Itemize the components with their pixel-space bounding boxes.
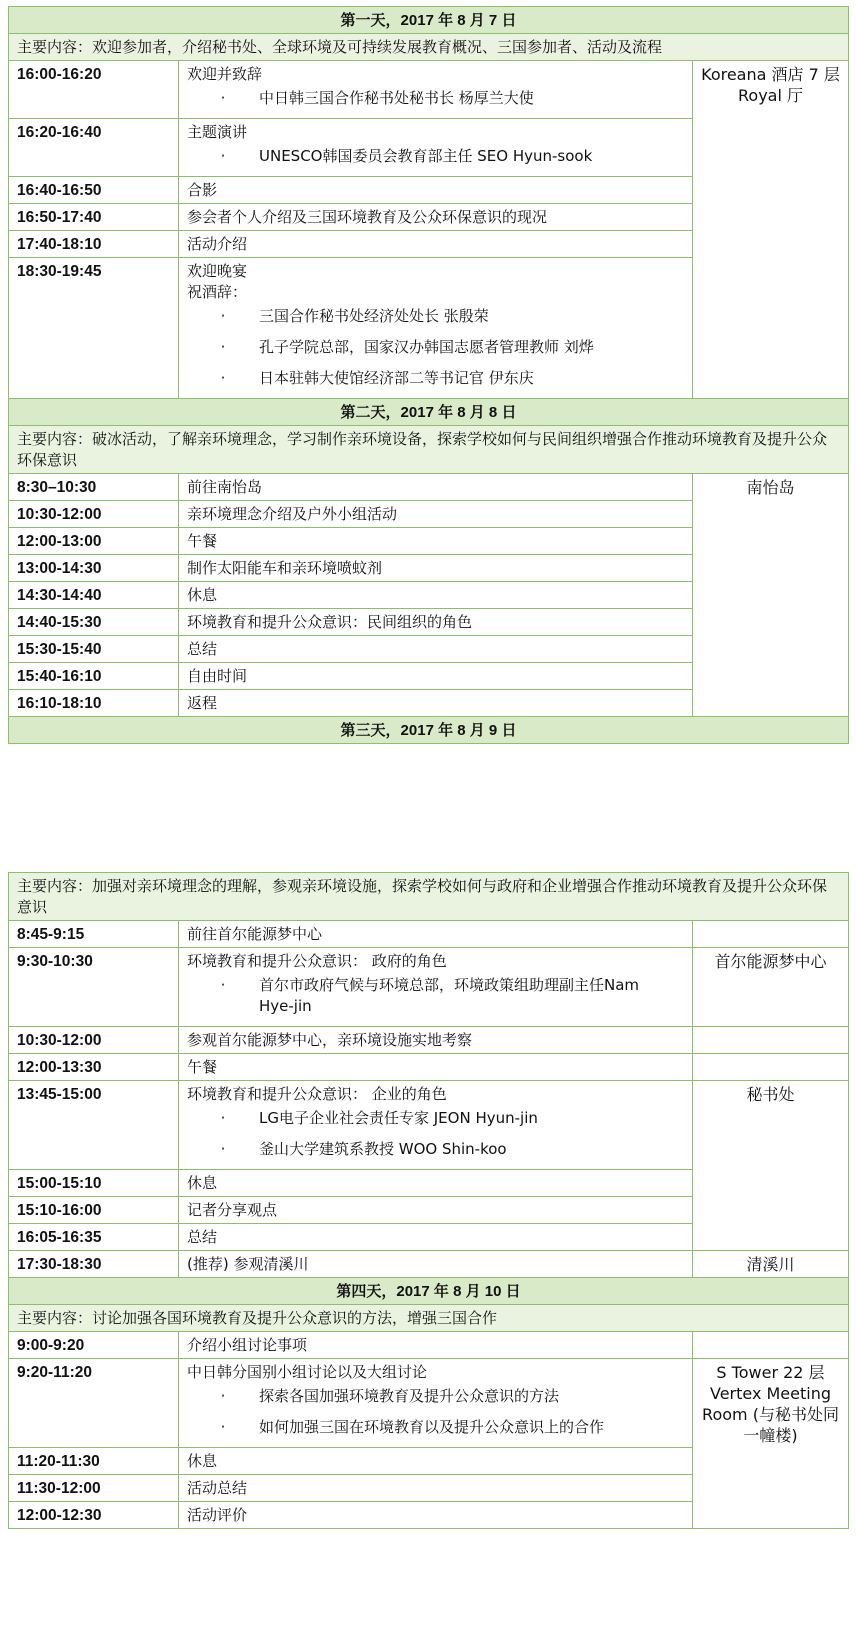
day3-header: 第三天，2017 年 8 月 9 日: [9, 717, 849, 744]
bullet-icon: ·: [220, 307, 226, 325]
bullet-item: · 探索各国加强环境教育及提升公众意识的方法: [187, 1383, 684, 1414]
table-row: [9, 1081, 849, 1170]
time-cell: 18:30-19:45: [9, 258, 179, 399]
activity-subtitle: 祝酒辞：: [187, 283, 248, 301]
bullet-item: · 釜山大学建筑系教授 WOO Shin-koo: [187, 1136, 684, 1167]
day2-summary: 主要内容：破冰活动，了解亲环境理念，学习制作亲环境设备，探索学校如何与民间组织增强合作推动环境教育及提升公众环保意识: [9, 426, 849, 474]
bullet-icon: ·: [220, 338, 226, 356]
time-cell: 16:05-16:35: [9, 1224, 179, 1251]
activity-cell: [179, 1359, 693, 1448]
table-row: [9, 948, 849, 1027]
summary-row: [9, 426, 849, 474]
time-cell: 8:30–10:30: [9, 474, 179, 501]
venue-empty-cell: [693, 1027, 849, 1054]
activity-cell: 参观首尔能源梦中心，亲环境设施实地考察: [179, 1027, 693, 1054]
activity-cell: 环境教育和提升公众意识：民间组织的角色: [179, 609, 693, 636]
venue-empty-cell: [693, 1054, 849, 1081]
activity-cell: 午餐: [179, 1054, 693, 1081]
venue-cell: 南怡岛: [693, 474, 849, 717]
activity-title: 中日韩分国别小组讨论以及大组讨论: [187, 1363, 428, 1381]
table-row: [9, 1359, 849, 1448]
activity-cell: 活动介绍: [179, 231, 693, 258]
activity-cell: 午餐: [179, 528, 693, 555]
venue-cell: S Tower 22 层 Vertex Meeting Room (与秘书处同一幢楼): [693, 1359, 849, 1529]
table-row: [9, 61, 849, 119]
bullet-icon: ·: [220, 147, 226, 165]
activity-cell: 记者分享观点: [179, 1197, 693, 1224]
day-header-row: [9, 717, 849, 744]
bullet-icon: ·: [220, 976, 226, 994]
day1-summary: 主要内容：欢迎参加者，介绍秘书处、全球环境及可持续发展教育概况、三国参加者、活动及流程: [9, 34, 849, 61]
time-cell: 10:30-12:00: [9, 1027, 179, 1054]
table-row: [9, 1027, 849, 1054]
activity-cell: [179, 1081, 693, 1170]
bullet-icon: ·: [220, 1109, 226, 1127]
activity-cell: 返程: [179, 690, 693, 717]
activity-cell: 休息: [179, 1448, 693, 1475]
activity-cell: 前往首尔能源梦中心: [179, 921, 693, 948]
time-cell: 9:20-11:20: [9, 1359, 179, 1448]
activity-title: 欢迎晚宴: [187, 262, 248, 280]
time-cell: 16:10-18:10: [9, 690, 179, 717]
table-row: [9, 921, 849, 948]
time-cell: 15:00-15:10: [9, 1170, 179, 1197]
time-cell: 17:30-18:30: [9, 1251, 179, 1278]
activity-title: 环境教育和提升公众意识： 政府的角色: [187, 952, 447, 970]
table-row: [9, 1251, 849, 1278]
time-cell: 12:00-13:00: [9, 528, 179, 555]
activity-cell: (推荐) 参观清溪川: [179, 1251, 693, 1278]
time-cell: 16:20-16:40: [9, 119, 179, 177]
venue-empty-cell: [693, 1332, 849, 1359]
table-row: [9, 1054, 849, 1081]
activity-cell: 活动总结: [179, 1475, 693, 1502]
venue-cell: Koreana 酒店 7 层 Royal 厅: [693, 61, 849, 399]
activity-cell: [179, 61, 693, 119]
activity-title: 主题演讲: [187, 123, 248, 141]
summary-row: [9, 1305, 849, 1332]
time-cell: 13:00-14:30: [9, 555, 179, 582]
bullet-icon: ·: [220, 1418, 226, 1436]
time-cell: 13:45-15:00: [9, 1081, 179, 1170]
venue-cell: 首尔能源梦中心: [693, 948, 849, 1027]
activity-cell: 休息: [179, 1170, 693, 1197]
time-cell: 9:30-10:30: [9, 948, 179, 1027]
bullet-item: · 如何加强三国在环境教育以及提升公众意识上的合作: [187, 1414, 684, 1445]
schedule-table-days-3-4: [8, 872, 849, 1529]
activity-cell: 总结: [179, 636, 693, 663]
activity-cell: 活动评价: [179, 1502, 693, 1529]
activity-cell: 合影: [179, 177, 693, 204]
day1-header: 第一天，2017 年 8 月 7 日: [9, 7, 849, 34]
time-cell: 12:00-13:30: [9, 1054, 179, 1081]
time-cell: 12:00-12:30: [9, 1502, 179, 1529]
day-header-row: [9, 7, 849, 34]
day4-header: 第四天，2017 年 8 月 10 日: [9, 1278, 849, 1305]
summary-row: [9, 34, 849, 61]
summary-row: [9, 873, 849, 921]
venue-cell: 清溪川: [693, 1251, 849, 1278]
activity-cell: 休息: [179, 582, 693, 609]
bullet-icon: ·: [220, 1387, 226, 1405]
schedule-table-days-1-2: [8, 6, 849, 744]
bullet-item: · 中日韩三国合作秘书处秘书长 杨厚兰大使: [187, 85, 684, 116]
bullet-item: · 首尔市政府气候与环境总部，环境政策组助理副主任Nam Hye-jin: [187, 972, 684, 1024]
bullet-item: · 日本驻韩大使馆经济部二等书记官 伊东庆: [187, 365, 684, 396]
time-cell: 10:30-12:00: [9, 501, 179, 528]
table-row: [9, 1332, 849, 1359]
time-cell: 16:00-16:20: [9, 61, 179, 119]
day4-summary: 主要内容：讨论加强各国环境教育及提升公众意识的方法，增强三国合作: [9, 1305, 849, 1332]
bullet-icon: ·: [220, 369, 226, 387]
activity-cell: 介绍小组讨论事项: [179, 1332, 693, 1359]
activity-cell: 参会者个人介绍及三国环境教育及公众环保意识的现况: [179, 204, 693, 231]
bullet-item: · UNESCO韩国委员会教育部主任 SEO Hyun-sook: [187, 143, 684, 174]
time-cell: 15:40-16:10: [9, 663, 179, 690]
activity-cell: [179, 948, 693, 1027]
activity-cell: 总结: [179, 1224, 693, 1251]
activity-cell: 亲环境理念介绍及户外小组活动: [179, 501, 693, 528]
activity-title: 欢迎并致辞: [187, 65, 263, 83]
bullet-icon: ·: [220, 89, 226, 107]
bullet-item: · LG电子企业社会责任专家 JEON Hyun-jin: [187, 1105, 684, 1136]
time-cell: 14:30-14:40: [9, 582, 179, 609]
activity-title: 环境教育和提升公众意识： 企业的角色: [187, 1085, 447, 1103]
venue-empty-cell: [693, 921, 849, 948]
time-cell: 14:40-15:30: [9, 609, 179, 636]
bullet-item: · 三国合作秘书处经济处处长 张殷荣: [187, 303, 684, 334]
time-cell: 17:40-18:10: [9, 231, 179, 258]
time-cell: 15:10-16:00: [9, 1197, 179, 1224]
time-cell: 11:30-12:00: [9, 1475, 179, 1502]
day2-header: 第二天，2017 年 8 月 8 日: [9, 399, 849, 426]
activity-cell: 自由时间: [179, 663, 693, 690]
activity-cell: 制作太阳能车和亲环境喷蚊剂: [179, 555, 693, 582]
day-header-row: [9, 399, 849, 426]
time-cell: 8:45-9:15: [9, 921, 179, 948]
bullet-item: · 孔子学院总部，国家汉办韩国志愿者管理教师 刘烨: [187, 334, 684, 365]
activity-cell: 前往南怡岛: [179, 474, 693, 501]
activity-cell: [179, 258, 693, 399]
time-cell: 16:50-17:40: [9, 204, 179, 231]
table-row: [9, 474, 849, 501]
day-header-row: [9, 1278, 849, 1305]
time-cell: 16:40-16:50: [9, 177, 179, 204]
day3-summary: 主要内容：加强对亲环境理念的理解，参观亲环境设施，探索学校如何与政府和企业增强合作推动环境教育及提升公众环保意识: [9, 873, 849, 921]
activity-cell: [179, 119, 693, 177]
bullet-icon: ·: [220, 1140, 226, 1158]
time-cell: 9:00-9:20: [9, 1332, 179, 1359]
time-cell: 15:30-15:40: [9, 636, 179, 663]
venue-cell: 秘书处: [693, 1081, 849, 1251]
time-cell: 11:20-11:30: [9, 1448, 179, 1475]
